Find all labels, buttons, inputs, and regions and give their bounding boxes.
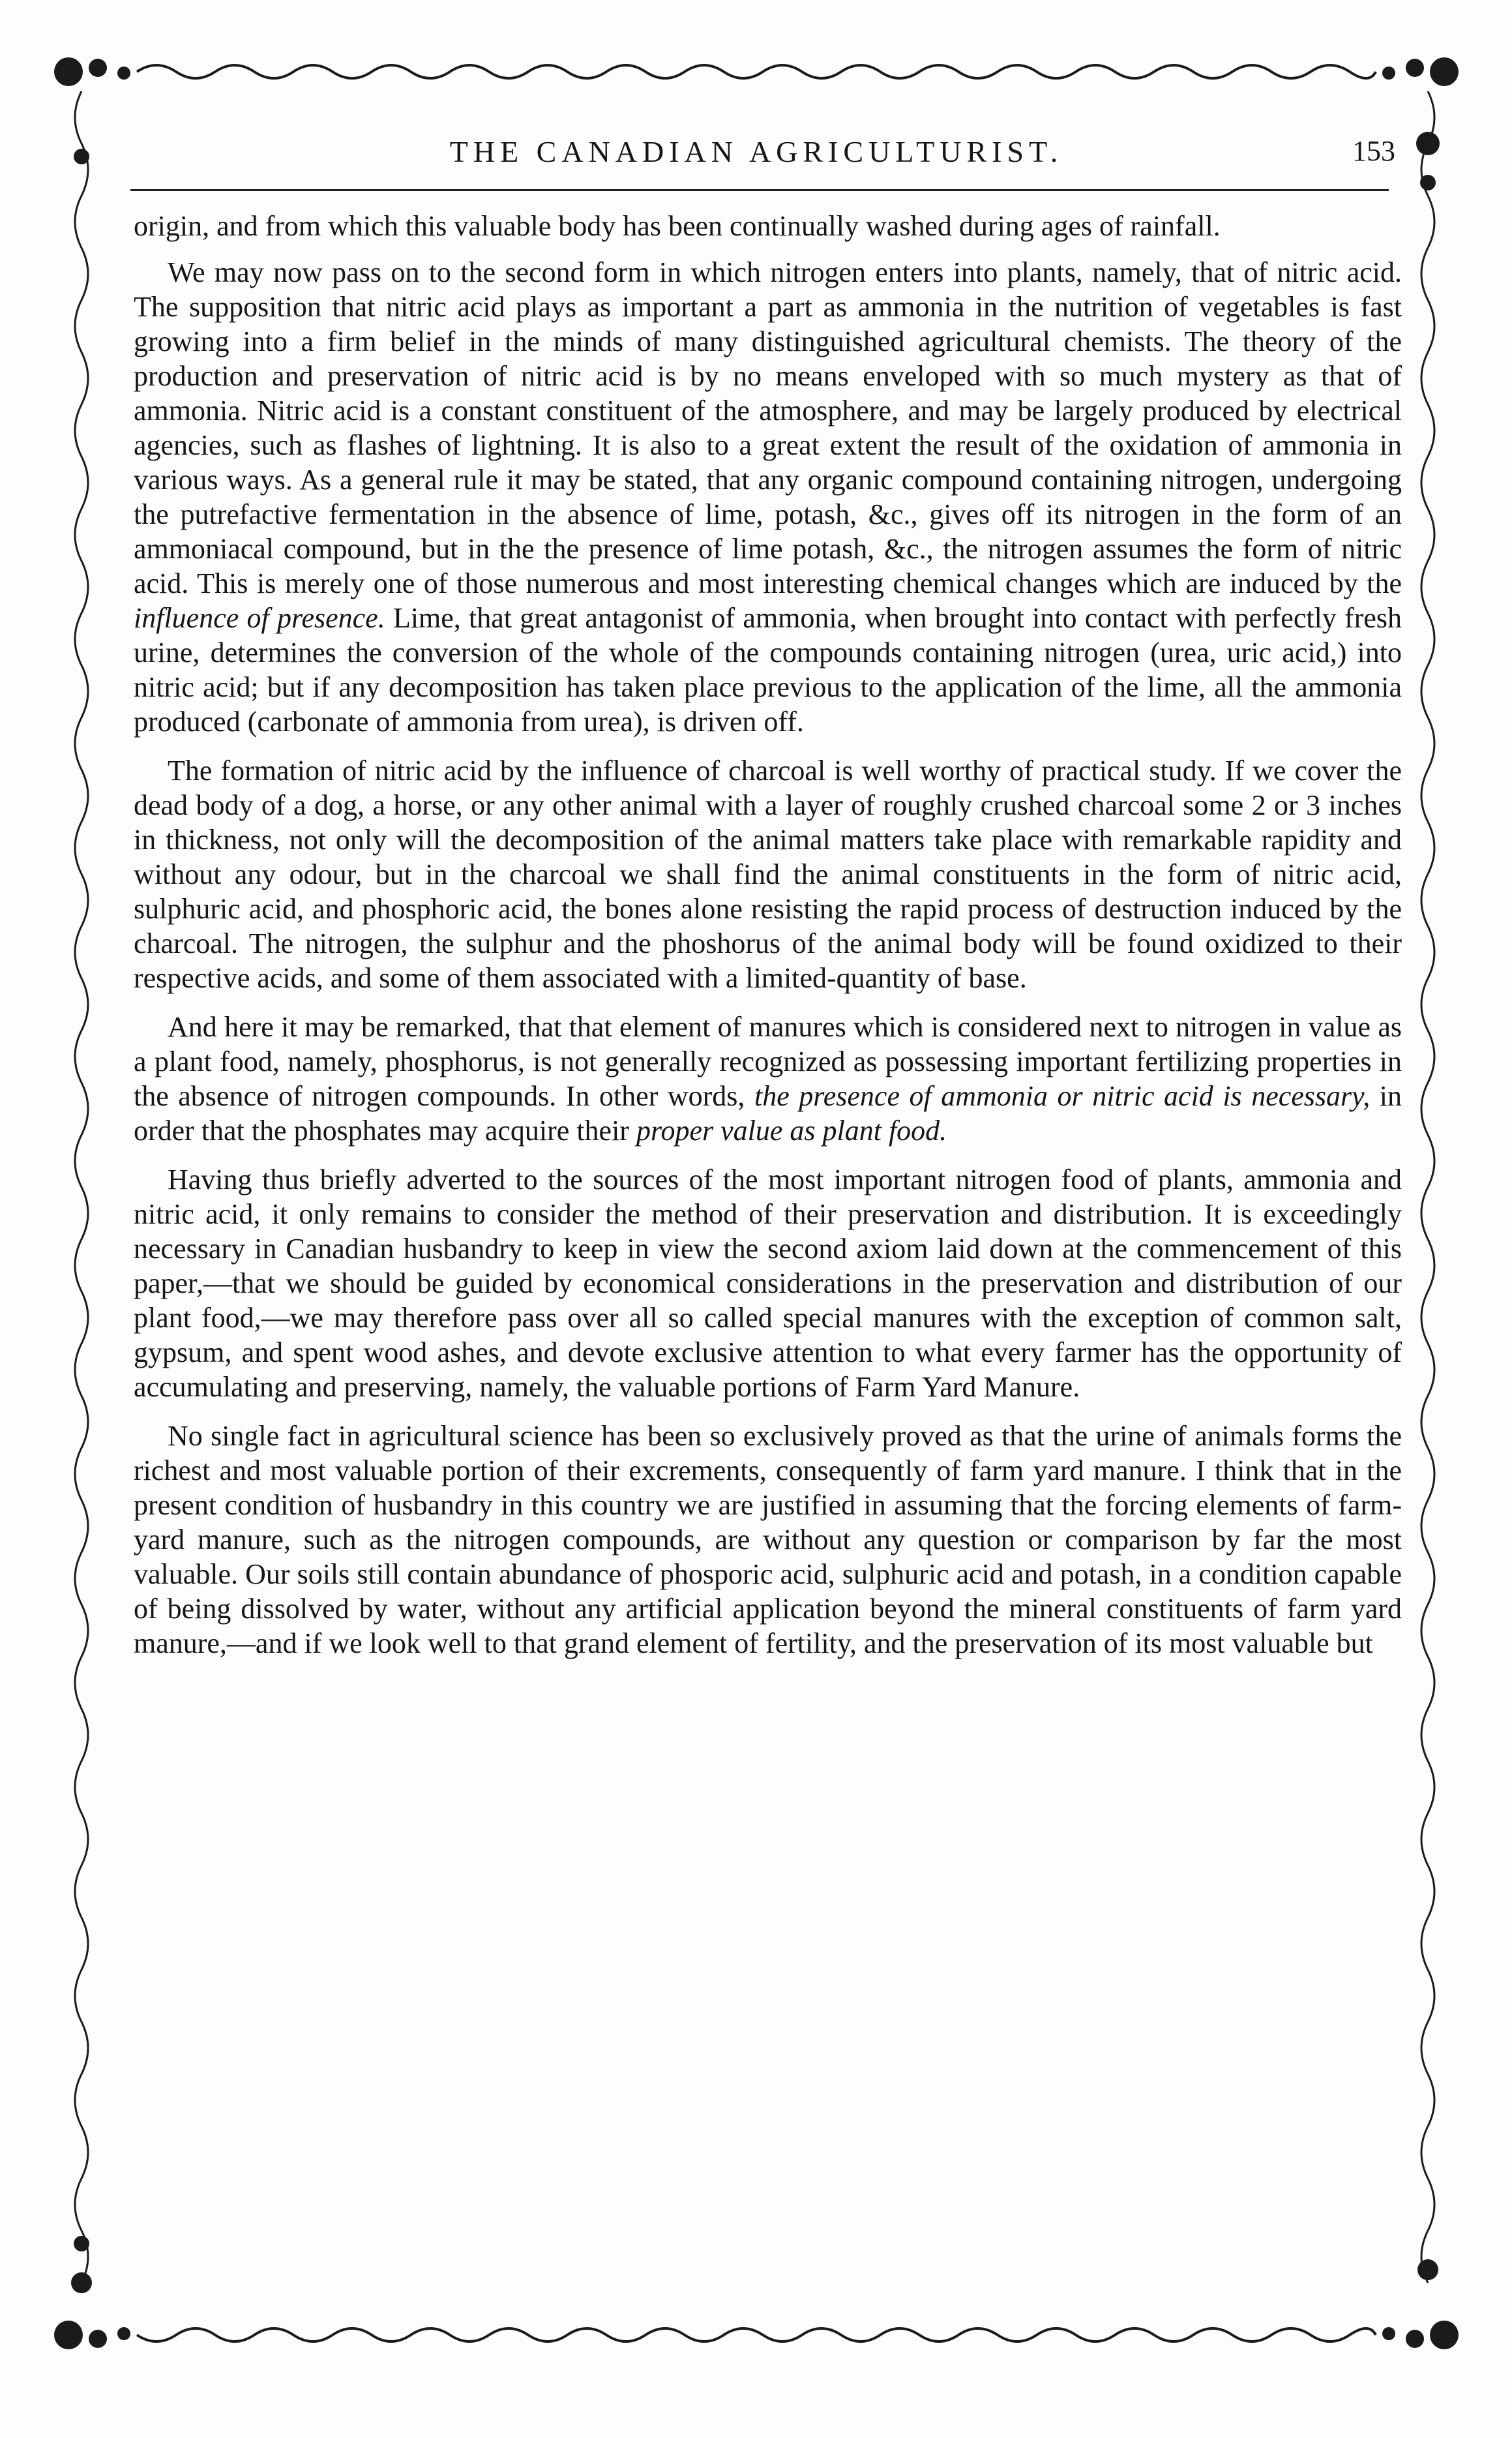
paragraph: [134, 753, 1402, 995]
paragraph: [134, 209, 1402, 243]
italic-phrase: influence of presence.: [134, 602, 385, 634]
running-title: THE CANADIAN AGRICULTURIST.: [449, 135, 1063, 168]
paragraph-text: The formation of nitric acid by the influence of charcoal is well worthy of practical study. If we cover the dead body of a dog, a horse, or any other animal with a layer of roughly crushed charcoal some 2 or 3 inches in thickness, not only will the decomposition of the animal matters take place with remarkable rapidity and without any odour, but in the charcoal we shall find the animal constituents in the form of nitric acid, sulphuric acid, and phosphoric acid, the bones alone resisting the rapid process of destruction induced by the charcoal. The nitrogen, the sulphur and the phoshorus of the animal body will be found oxidized to their respective acids, and some of them associated with a limited-quantity of base.: [134, 755, 1402, 994]
paragraph-text: in order that the phosphates may acquire their: [134, 1080, 1402, 1147]
running-head: [117, 130, 1395, 176]
paragraph-text: origin, and from which this valuable body has been continually washed during ages of rainfall.: [134, 210, 1221, 242]
italic-phrase: the presence of ammonia or nitric acid is necessary,: [754, 1080, 1371, 1112]
article-body: [134, 209, 1402, 1675]
page-number: 153: [1352, 135, 1395, 167]
paragraph: [134, 255, 1402, 739]
italic-phrase: proper value as plant food.: [636, 1115, 947, 1147]
ornamental-border-right: [1408, 78, 1447, 2322]
paragraph: [134, 1162, 1402, 1404]
paragraph-text: And here it may be remarked, that that element of manures which is considered next to nitrogen in value as a plant food, namely, phosphorus, is not generally recognized as possessing important fertilizing properties in the absence of nitrogen compounds. In other words,: [134, 1011, 1402, 1112]
paragraph-text: No single fact in agricultural science has been so exclusively proved as that the urine of animals forms the richest and most valuable portion of their excrements, consequently of farm yard manure. I think that in the present condition of husbandry in this country we are justified in assuming that the forcing elements of farm-yard manure, such as the nitrogen compounds, are without any question or comparison by far the most valuable. Our soils still contain abundance of phosporic acid, sulphuric acid and potash, in a condition capable of being dissolved by water, without any artificial application beyond the mineral constituents of farm yard manure,—and if we look well to that grand element of fertility, and the preservation of its most valuable but: [134, 1420, 1402, 1659]
paragraph: [134, 1419, 1402, 1661]
paragraph: [134, 1010, 1402, 1148]
paragraph-text: Lime, that great antagonist of ammonia, when brought into contact with perfectly fresh urine, determines the conversion of the whole of the compounds containing nitrogen (urea, uric acid,) into nitric acid; but if any decomposition has taken place previous to the application of the lime, all the ammonia produced (carbonate of ammonia from urea), is driven off.: [134, 602, 1402, 738]
paragraph-text: We may now pass on to the second form in which nitrogen enters into plants, namely, that of nitric acid. The supposition that nitric acid plays as important a part as ammonia in the nutrition of vegetables is fast growing into a firm belief in the minds of many distinguished agricultural chemists. The theory of the production and preservation of nitric acid is by no means enveloped with so much mystery as that of ammonia. Nitric acid is a constant constituent of the atmosphere, and may be largely produced by electrical agencies, such as flashes of lightning. It is also to a great extent the result of the oxidation of ammonia in various ways. As a general rule it may be stated, that any organic compound containing nitrogen, undergoing the putrefactive fermentation in the absence of lime, potash, &c., gives off its nitrogen in the form of an ammoniacal compound, but in the the presence of lime potash, &c., the nitrogen assumes the form of nitric acid. This is merely one of those numerous and most interesting chemical changes which are induced by the: [134, 256, 1402, 599]
ornamental-border-top: [39, 52, 1474, 91]
header-rule: [130, 189, 1389, 191]
ornamental-border-bottom: [39, 2315, 1474, 2355]
ornamental-border-left: [62, 78, 101, 2322]
paragraph-text: Having thus briefly adverted to the sources of the most important nitrogen food of plants, ammonia and nitric acid, it only remains to consider the method of their preservation and distribution. It is exceedingly necessary in Canadian husbandry to keep in view the second axiom laid down at the commencement of this paper,—that we should be guided by economical considerations in the preservation and distribution of our plant food,—we may therefore pass over all so called special manures with the exception of common salt, gypsum, and spent wood ashes, and devote exclusive attention to what every farmer has the opportunity of accumulating and preserving, namely, the valuable portions of Farm Yard Manure.: [134, 1164, 1402, 1403]
